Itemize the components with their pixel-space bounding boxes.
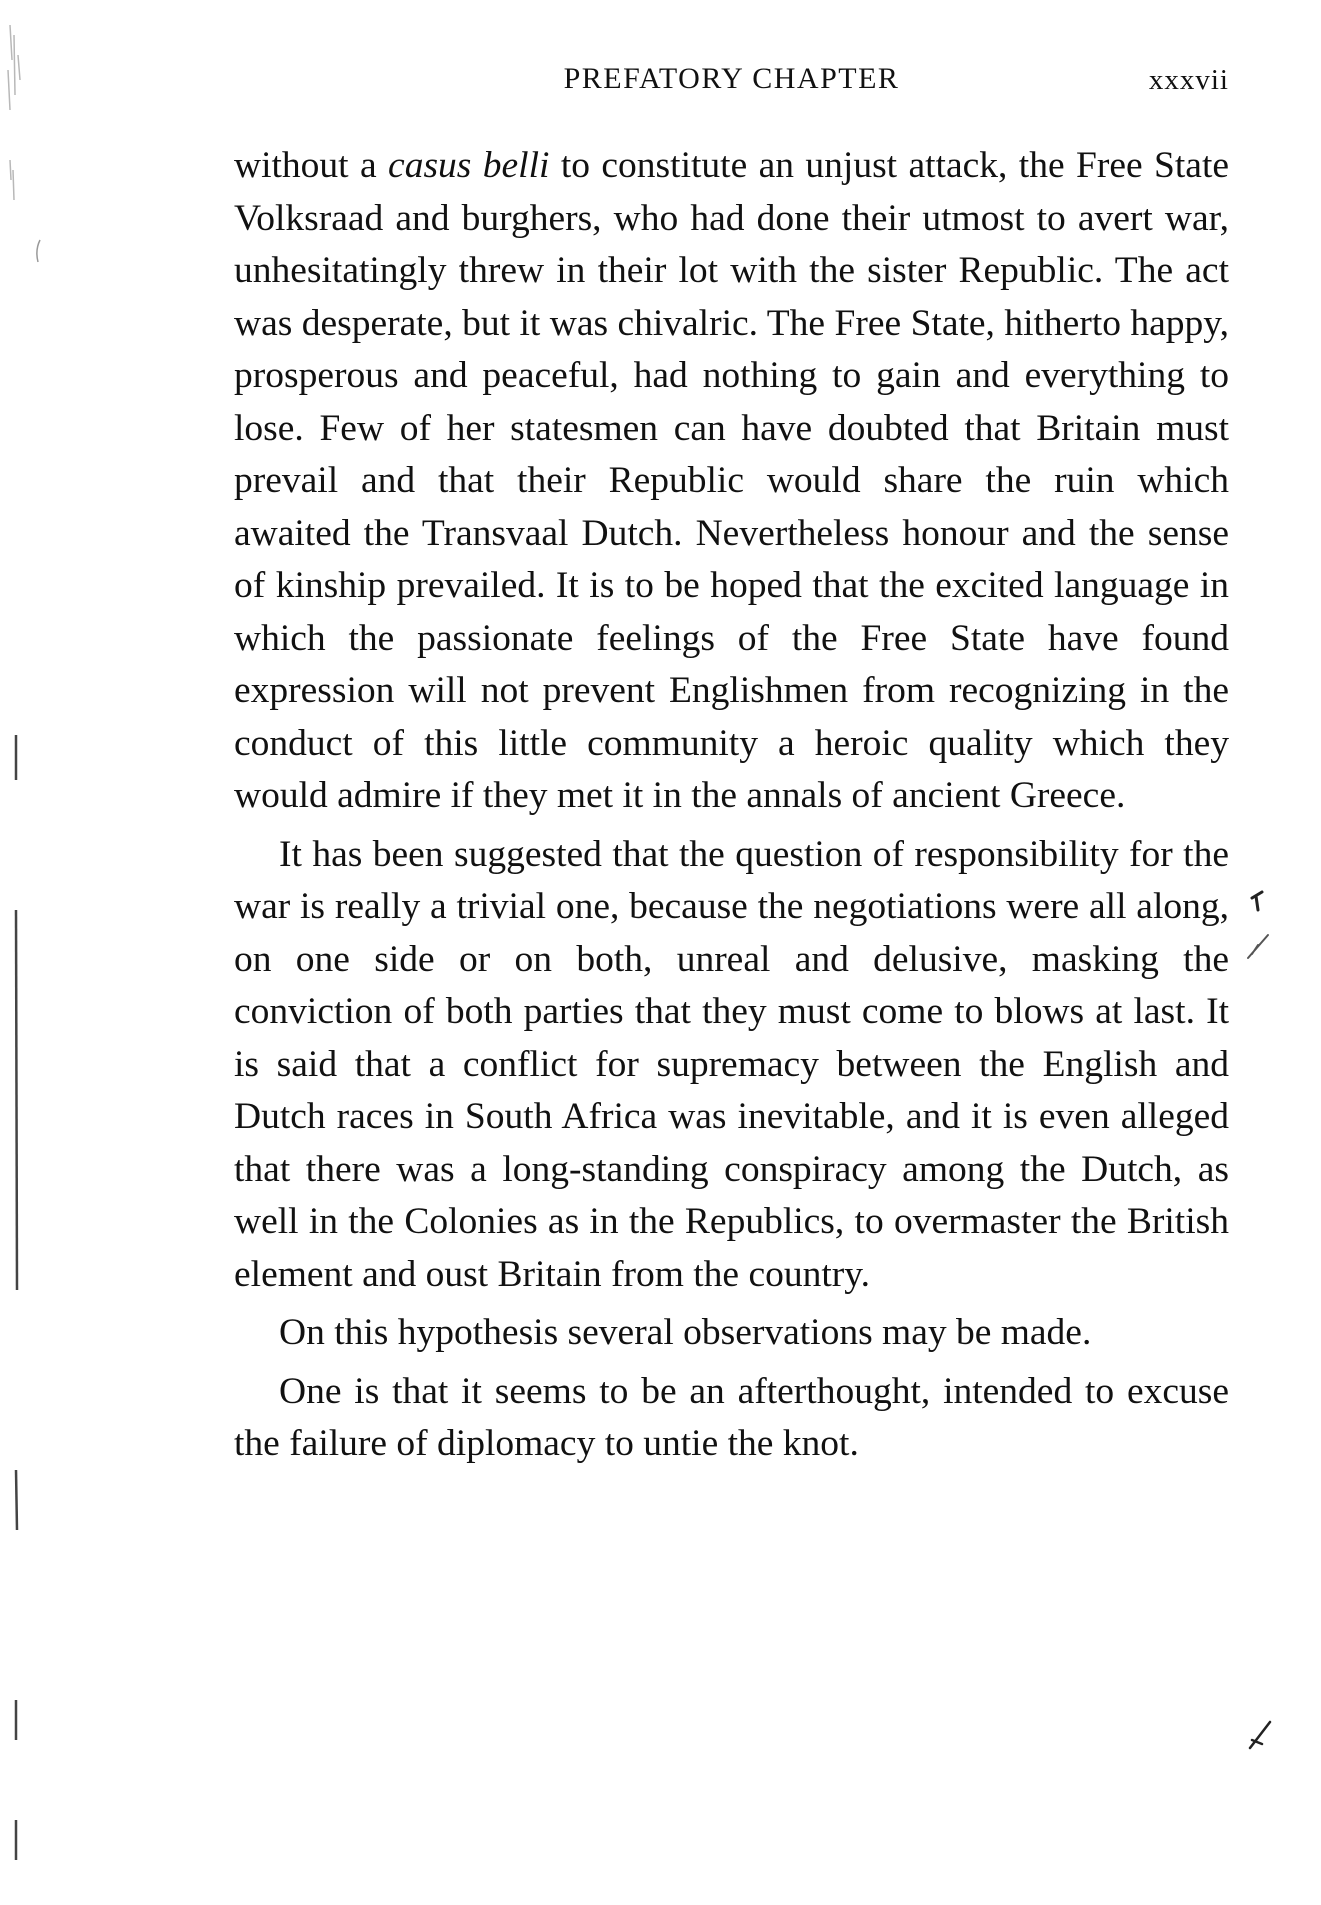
paragraph-3: On this hypothesis several observations may be made. <box>279 1312 1092 1353</box>
running-head <box>234 62 1229 102</box>
pencil-tick-2 <box>1248 935 1268 958</box>
paragraph-1-lead: without a <box>234 145 389 186</box>
gutter-line-left <box>16 735 17 1860</box>
latin-phrase: casus belli <box>388 145 550 186</box>
paragraph-1 <box>234 140 1229 823</box>
page-number: xxxvii <box>1148 64 1229 96</box>
paragraph-1-rest: to constitute an unjust attack, the Free State Volksraad and burghers, who had done their utmost to avert war, unhesitatingly threw in their lot with the sister Republic. The act was desperate, but it was chivalric. The Free State, hitherto happy, prosperous and peaceful, had nothing to gain and everything to lose. Few of her statesmen can have doubted that Britain must prevail and that their Republic would share the ruin which awaited the Transvaal Dutch. Nevertheless honour and the sense of kinship prevailed. It is to be hoped that the excited language in which the passionate feelings of the Free State have found expression will not prevent Englishmen from recognizing in the conduct of this little community a heroic quality which they would admire if they met it in the annals of ancient Greece. <box>234 145 1230 816</box>
pencil-tick-1 <box>1252 892 1262 910</box>
pencil-tick-3 <box>1250 1722 1270 1748</box>
running-title: PREFATORY CHAPTER <box>563 62 900 95</box>
body-text <box>234 140 1229 1477</box>
paragraph-4: One is that it seems to be an afterthought, intended to excuse the failure of diplomacy to untie the knot. <box>234 1370 1229 1464</box>
gutter-shadow-top <box>8 25 40 262</box>
paragraph-2: It has been suggested that the question of responsibility for the war is really a trivial one, because the negotiations were all along, on one side or on both, unreal and delusive, masking the conviction of both parties that they must come to blows at last. It is said that a conflict for supremacy between the English and Dutch races in South Africa was inevitable, and it is even alleged that there was a long-standing conspiracy among the Dutch, as well in the Colonies as in the Republics, to overmaster the British element and oust Britain from the country. <box>234 833 1229 1295</box>
